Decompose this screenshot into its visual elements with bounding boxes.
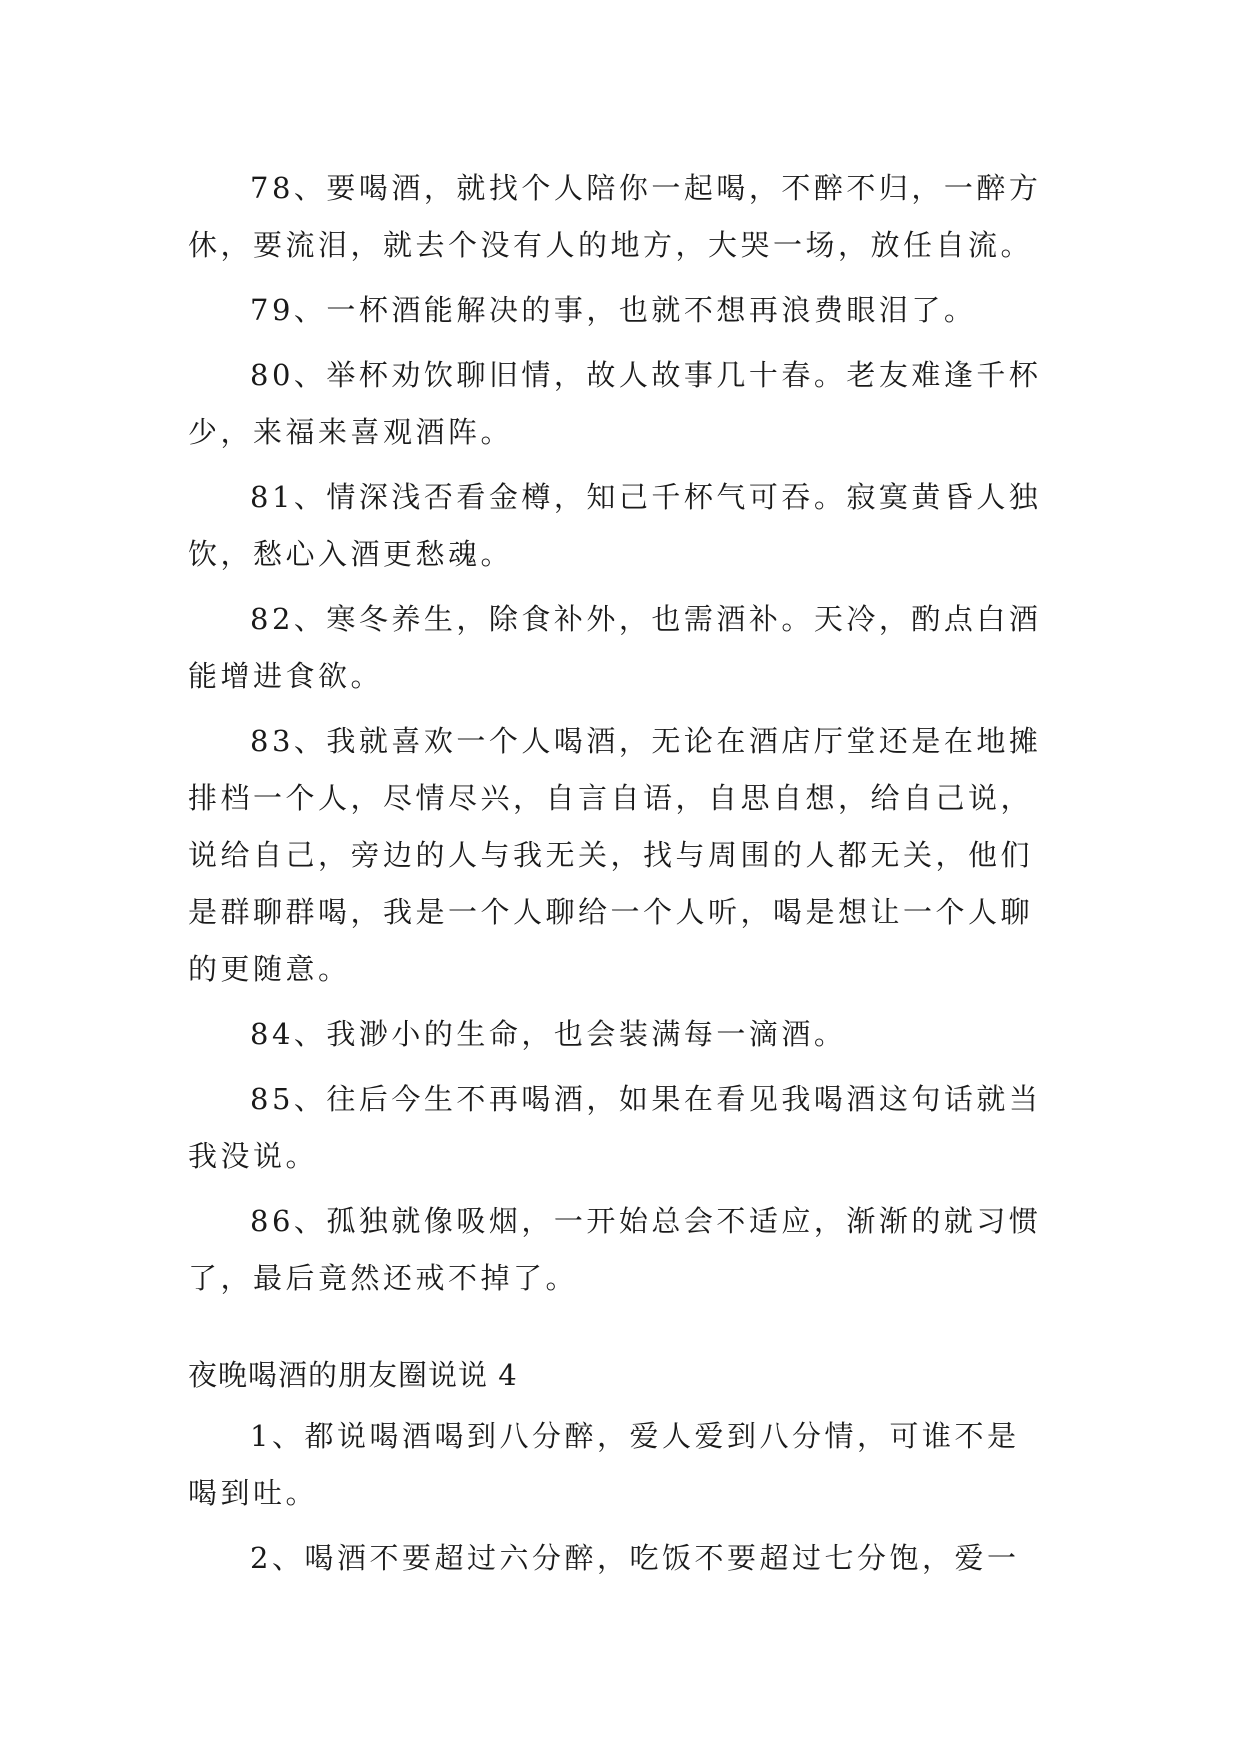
paragraph-79: 79、一杯酒能解决的事，也就不想再浪费眼泪了。 bbox=[250, 293, 977, 327]
section-heading: 夜晚喝酒的朋友圈说说 4 bbox=[188, 1358, 518, 1392]
paragraph-83: 83、我就喜欢一个人喝酒，无论在酒店厅堂还是在地摊排档一个人，尽情尽兴，自言自语，自思自想，给自己说，说给自己，旁边的人与我无关，找与周围的人都无关，他们是群聊群喝，我是一个人聊给一个人听，喝是想让一个人聊的更随意。 bbox=[188, 724, 1042, 986]
document-body bbox=[188, 160, 1048, 1595]
paragraph-85: 85、往后今生不再喝酒，如果在看见我喝酒这句话就当我没说。 bbox=[188, 1082, 1042, 1173]
paragraph-78: 78、要喝酒，就找个人陪你一起喝，不醉不归，一醉方休，要流泪，就去个没有人的地方，大哭一场，放任自流。 bbox=[188, 171, 1042, 262]
paragraph-86: 86、孤独就像吸烟，一开始总会不适应，渐渐的就习惯了，最后竟然还戒不掉了。 bbox=[188, 1204, 1042, 1295]
paragraph-84: 84、我渺小的生命，也会装满每一滴酒。 bbox=[250, 1017, 847, 1051]
paragraph-2: 2、喝酒不要超过六分醉，吃饭不要超过七分饱，爱一 bbox=[250, 1541, 1020, 1575]
paragraph-80: 80、举杯劝饮聊旧情，故人故事几十春。老友难逢千杯少，来福来喜观酒阵。 bbox=[188, 358, 1042, 449]
paragraph-82: 82、寒冬养生，除食补外，也需酒补。天冷，酌点白酒能增进食欲。 bbox=[188, 602, 1042, 693]
paragraph-1: 1、都说喝酒喝到八分醉，爱人爱到八分情，可谁不是喝到吐。 bbox=[188, 1419, 1020, 1510]
paragraph-81: 81、情深浅否看金樽，知己千杯气可吞。寂寞黄昏人独饮，愁心入酒更愁魂。 bbox=[188, 480, 1042, 571]
